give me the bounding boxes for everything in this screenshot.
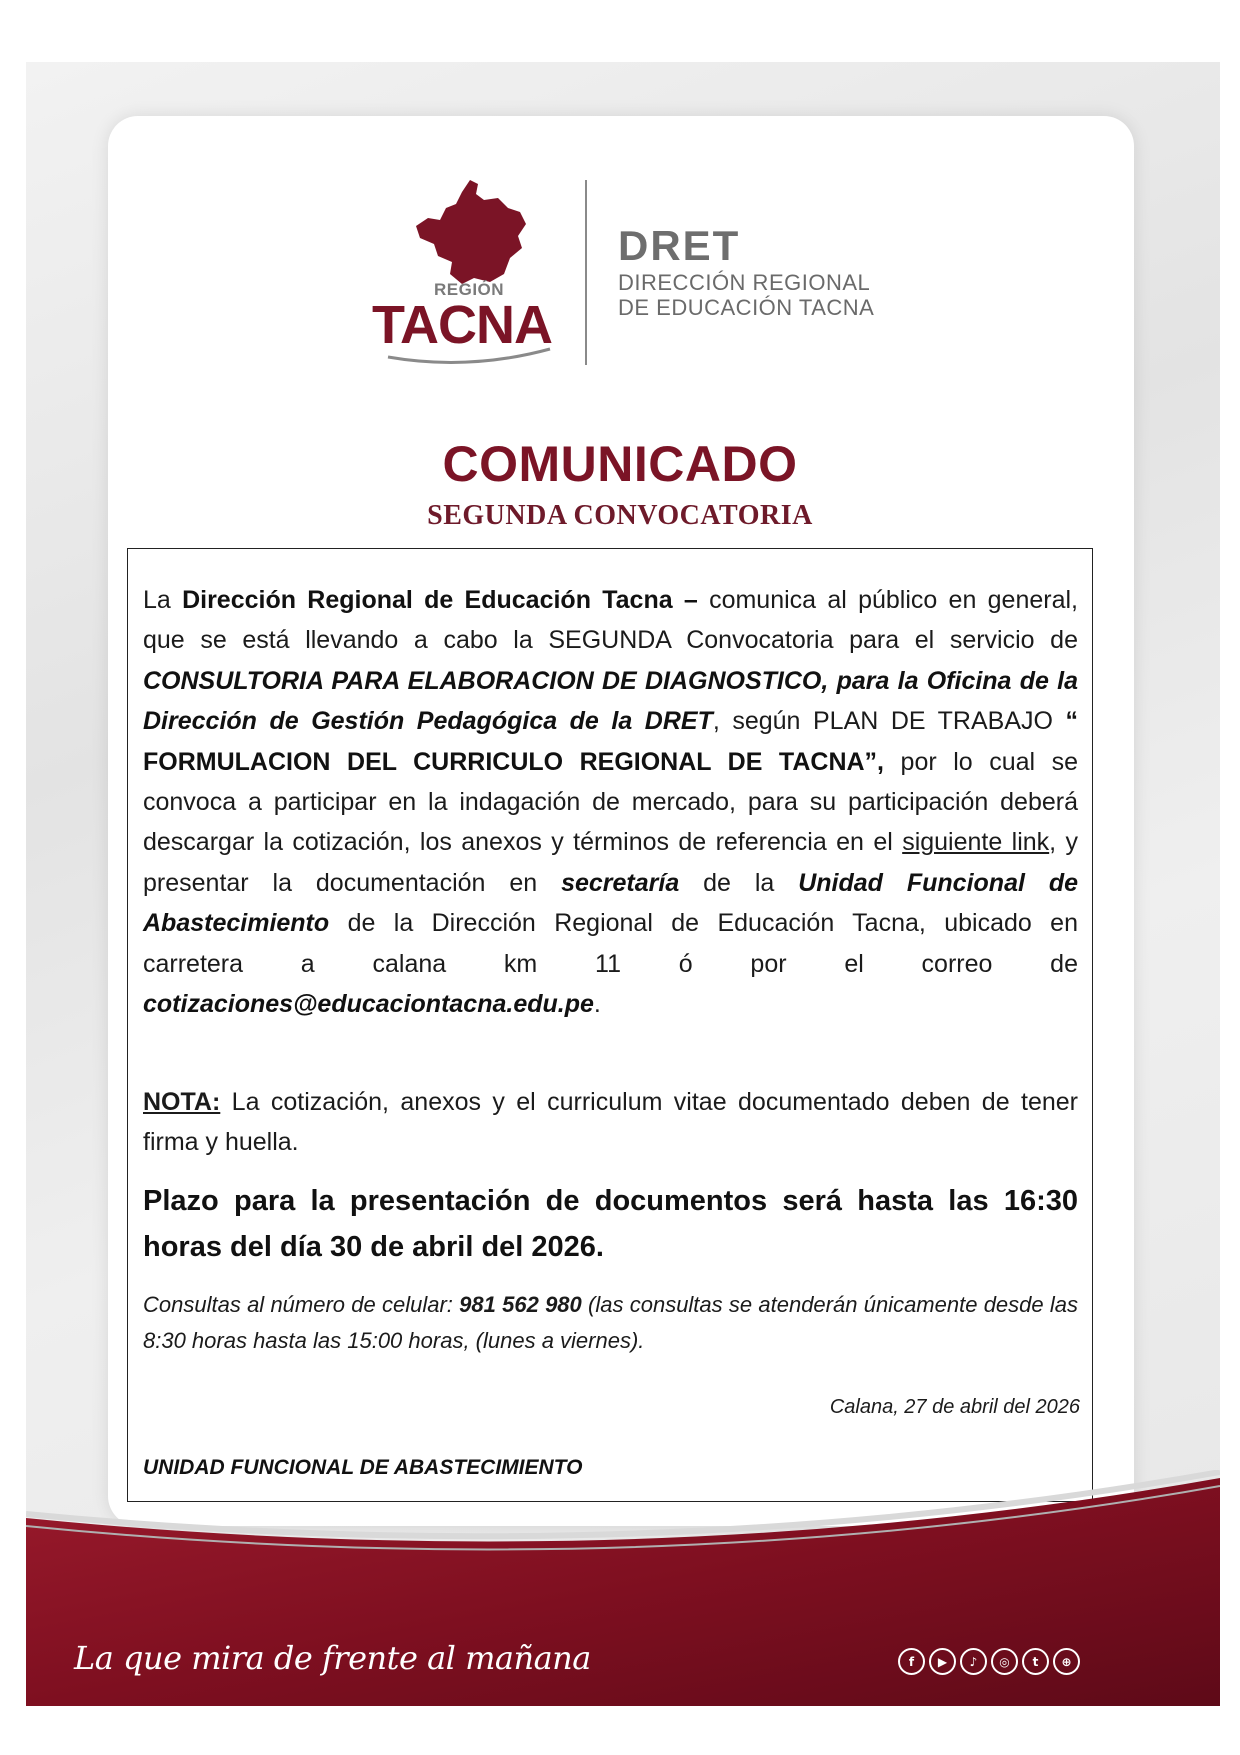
tiktok-icon[interactable]: ♪ xyxy=(960,1648,987,1675)
logo-divider xyxy=(585,180,587,365)
text-segment: La xyxy=(143,586,183,614)
organization-name: Dirección Regional de Educación Tacna – xyxy=(182,586,698,614)
document-date: Calana, 27 de abril del 2026 xyxy=(829,1396,1080,1418)
text-segment: , según PLAN DE TRABAJO xyxy=(712,707,1066,736)
download-link[interactable]: siguiente link xyxy=(902,828,1050,857)
announcement-paragraph xyxy=(143,580,1078,1024)
phone-number: 981 562 980 xyxy=(459,1292,582,1317)
text-segment: comunica al público en general, que se está llevando a cabo la SEGUNDA Convocatoria para el servicio de xyxy=(143,586,1078,655)
text-segment: , y presentar la documentación en xyxy=(143,828,1079,897)
inquiries-paragraph xyxy=(143,1287,1078,1359)
unit-name: Unidad Funcional de Abastecimiento xyxy=(143,868,1078,938)
dret-subtitle-line1: DIRECCIÓN REGIONAL xyxy=(618,270,871,295)
instagram-icon[interactable]: ◎ xyxy=(991,1648,1018,1675)
text-segment: de la xyxy=(679,868,799,897)
text-segment: Consultas al número de celular: xyxy=(143,1292,460,1317)
logo-swoosh xyxy=(384,343,554,367)
social-icons xyxy=(898,1648,1080,1675)
facebook-icon[interactable]: f xyxy=(898,1648,925,1675)
logo-region-text: REGIÓN xyxy=(434,280,505,299)
signature-unit: UNIDAD FUNCIONAL DE ABASTECIMIENTO xyxy=(143,1456,583,1479)
text-segment: de la Dirección Regional de Educación Tacna, ubicado en carretera a calana km 11 ó por el correo de xyxy=(143,909,1078,978)
dret-subtitle-line2: DE EDUCACIÓN TACNA xyxy=(618,295,875,320)
text-segment: por lo cual se convoca a participar en la indagación de mercado, para su participación deberá descargar la cotización, los anexos y términos de referencia en el xyxy=(143,747,1079,857)
page-subtitle: SEGUNDA CONVOCATORIA xyxy=(427,500,813,531)
note-text: La cotización, anexos y el curriculum vitae documentado deben de tener firma y huella. xyxy=(143,1088,1078,1156)
plan-name: “ FORMULACION DEL CURRICULO REGIONAL DE TACNA”, xyxy=(143,707,1079,776)
text-segment: . xyxy=(593,990,601,1019)
text-segment: (las consultas se atenderán únicamente desde las 8:30 horas hasta las 15:00 horas, (lunes a viernes). xyxy=(143,1292,1079,1353)
logo-tacna-text: TACNA xyxy=(372,295,552,355)
twitter-icon[interactable]: t xyxy=(1022,1648,1049,1675)
web-icon[interactable]: ⊕ xyxy=(1053,1648,1080,1675)
note-paragraph xyxy=(143,1082,1078,1162)
dret-title: DRET xyxy=(618,222,741,269)
email-address[interactable]: cotizaciones@educaciontacna.edu.pe xyxy=(143,990,594,1019)
tacna-map-icon xyxy=(412,178,532,286)
youtube-icon[interactable]: ▶ xyxy=(929,1648,956,1675)
service-name: CONSULTORIA PARA ELABORACION DE DIAGNOSTICO, para la Oficina de la Dirección de Gestión Pedagógica de la DRET xyxy=(143,666,1078,736)
page-title: COMUNICADO xyxy=(442,436,798,492)
note-label: NOTA: xyxy=(143,1088,221,1116)
footer-slogan: La que mira de frente al mañana xyxy=(74,1639,591,1677)
deadline-text: Plazo para la presentación de documentos será hasta las 16:30 horas del día 30 de abril del 2026. xyxy=(143,1185,1078,1263)
secretaria-text: secretaría xyxy=(561,868,680,897)
